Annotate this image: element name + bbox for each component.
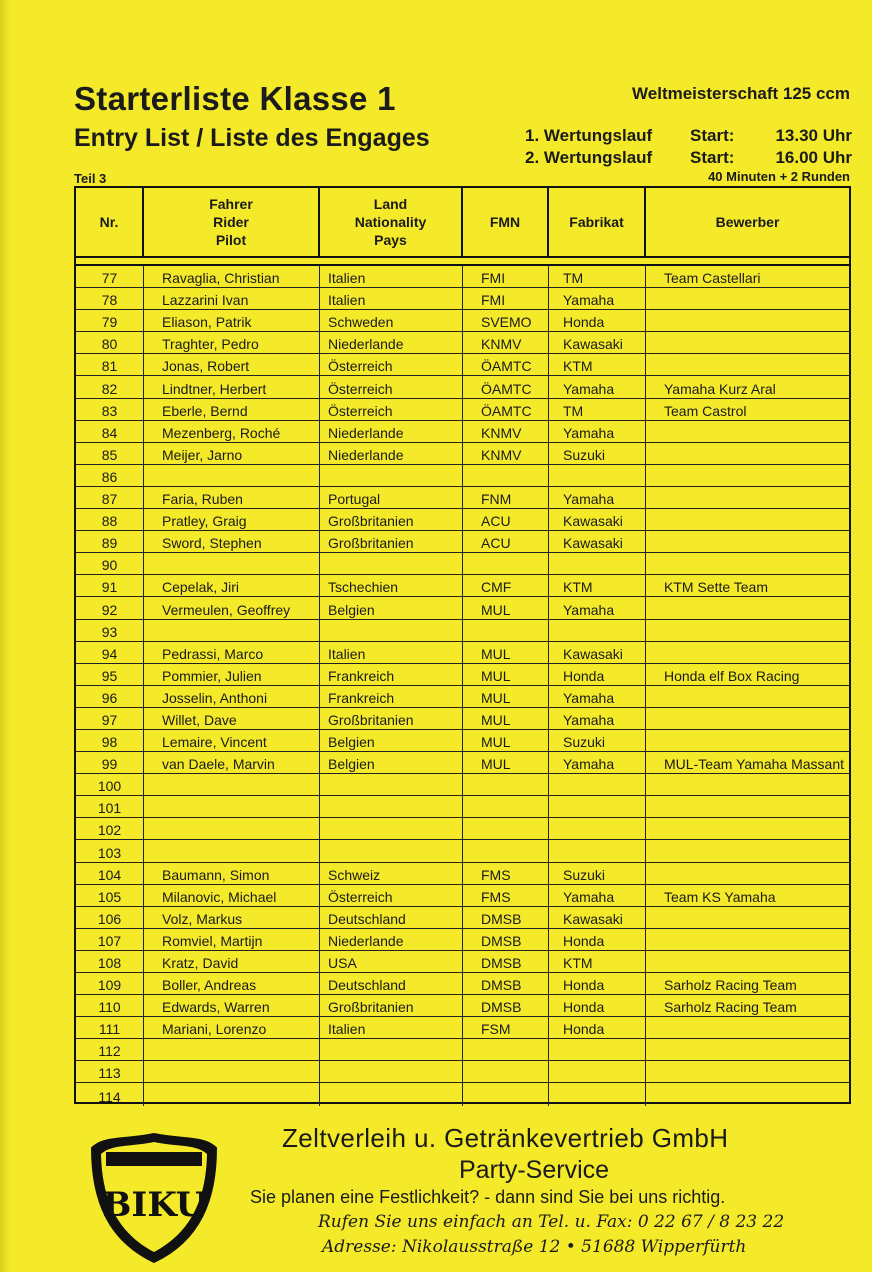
row-number-cell: 111 [76,1017,144,1038]
rider-cell: Kratz, David [144,951,320,972]
entrant-cell [646,1061,849,1082]
entrant-cell: Yamaha Kurz Aral [664,380,776,397]
make-cell [549,796,646,817]
rider-cell: Edwards, Warren [144,995,320,1016]
table-row [76,288,849,310]
nationality-cell: Frankreich [320,664,463,685]
row-number-cell: 100 [76,774,144,795]
fmn-cell: KNMV [463,443,549,464]
nationality-cell: Großbritanien [320,531,463,552]
make-cell: Kawasaki [549,642,646,663]
header-fmn: FMN [463,188,549,256]
rider-cell [144,1061,320,1082]
make-cell: Suzuki [549,863,646,884]
ad-phone: Rufen Sie uns einfach an Tel. u. Fax: 0 22 67 / 8 23 22 [318,1212,785,1232]
rider-cell: Pommier, Julien [144,664,320,685]
make-cell: Yamaha [549,597,646,618]
make-cell: Suzuki [549,730,646,751]
row-number-cell: 108 [76,951,144,972]
nationality-cell: Großbritanien [320,995,463,1016]
nationality-cell: Deutschland [320,973,463,994]
rider-cell: Meijer, Jarno [144,443,320,464]
header-nr: Nr. [76,188,144,256]
nationality-cell: Niederlande [320,929,463,950]
nationality-cell [320,620,463,641]
nationality-cell: Portugal [320,487,463,508]
rider-cell: Pedrassi, Marco [144,642,320,663]
nationality-cell: Österreich [320,376,463,397]
fmn-cell: FSM [463,1017,549,1038]
table-row [76,465,849,487]
nationality-cell: Belgien [320,730,463,751]
row-number-cell: 91 [76,575,144,596]
nationality-cell: USA [320,951,463,972]
make-cell: Honda [549,664,646,685]
row-number-cell: 99 [76,752,144,773]
rider-cell: Faria, Ruben [144,487,320,508]
row-number-cell: 85 [76,443,144,464]
table-row [76,907,849,929]
fmn-cell: ACU [463,509,549,530]
fmn-cell [463,553,549,574]
row-number-cell: 87 [76,487,144,508]
fmn-cell: DMSB [463,907,549,928]
row-number-cell: 79 [76,310,144,331]
table-row [76,885,849,907]
entrant-cell [646,863,849,884]
nationality-cell [320,1083,463,1105]
nationality-cell [320,1061,463,1082]
table-row [76,818,849,840]
row-number-cell: 86 [76,465,144,486]
ad-company: Zeltverleih u. Getränkevertrieb GmbH [282,1123,729,1153]
rider-cell: Cepelak, Jiri [144,575,320,596]
table-row [76,1017,849,1039]
run-row-1 [525,125,852,147]
nationality-cell: Deutschland [320,907,463,928]
make-cell: KTM [549,575,646,596]
header-nationality: Land Nationality Pays [320,188,463,256]
fmn-cell [463,818,549,839]
fmn-cell: MUL [463,708,549,729]
make-cell: Yamaha [549,288,646,309]
ad-tagline: Sie planen eine Festlichkeit? - dann sind Sie bei uns richtig. [250,1187,726,1207]
biku-logo [86,1130,222,1266]
table-row [76,509,849,531]
logo-text: BIKU [102,1185,206,1225]
part-label: Teil 3 [74,171,107,186]
entrant-cell [646,332,849,353]
rider-cell [144,818,320,839]
fmn-cell [463,465,549,486]
row-number-cell: 109 [76,973,144,994]
nationality-cell: Italien [320,642,463,663]
entrant-cell [646,310,849,331]
table-row [76,332,849,354]
row-number-cell: 105 [76,885,144,906]
nationality-cell: Belgien [320,752,463,773]
rider-cell: Eliason, Patrik [144,310,320,331]
entrant-cell: Sarholz Racing Team [664,977,797,994]
nationality-cell [320,553,463,574]
rider-cell: Willet, Dave [144,708,320,729]
table-row [76,951,849,973]
entrant-cell [646,840,849,861]
table-row [76,774,849,796]
table-row [76,840,849,862]
race-duration: 40 Minuten + 2 Runden [708,169,850,184]
entrant-cell [646,796,849,817]
rider-cell: Volz, Markus [144,907,320,928]
make-cell: Yamaha [549,487,646,508]
entrant-cell [646,421,849,442]
make-cell: Honda [549,1017,646,1038]
row-number-cell: 88 [76,509,144,530]
entrant-cell [646,465,849,486]
rider-cell: Josselin, Anthoni [144,686,320,707]
make-cell: Honda [549,929,646,950]
nationality-cell: Italien [320,288,463,309]
make-cell: Kawasaki [549,907,646,928]
rider-cell [144,620,320,641]
rider-cell [144,1039,320,1060]
entrant-cell: Honda elf Box Racing [664,667,800,684]
ad-address: Adresse: Nikolausstraße 12 • 51688 Wipperfürth [322,1237,747,1257]
fmn-cell: ACU [463,531,549,552]
row-number-cell: 82 [76,376,144,397]
entrant-cell [646,1083,849,1105]
run-start-label: Start: [690,126,735,145]
fmn-cell: MUL [463,597,549,618]
table-row [76,443,849,465]
row-number-cell: 95 [76,664,144,685]
table-row [76,929,849,951]
make-cell: KTM [549,951,646,972]
nationality-cell: Schweiz [320,863,463,884]
fmn-cell [463,1083,549,1105]
rider-cell: Pratley, Graig [144,509,320,530]
run-label: 2. Wertungslauf [525,148,653,167]
table-row [76,730,849,752]
rider-cell [144,465,320,486]
entrant-cell [646,509,849,530]
fmn-cell: MUL [463,686,549,707]
nationality-cell: Italien [320,266,463,287]
fmn-cell: DMSB [463,951,549,972]
entrant-cell [646,951,849,972]
fmn-cell: KNMV [463,332,549,353]
nationality-cell [320,774,463,795]
row-number-cell: 97 [76,708,144,729]
table-row [76,376,849,398]
rider-cell: Milanovic, Michael [144,885,320,906]
entrant-cell [646,487,849,508]
row-number-cell: 101 [76,796,144,817]
page-subtitle: Entry List / Liste des Engages [74,124,430,152]
make-cell: Yamaha [549,885,646,906]
row-number-cell: 96 [76,686,144,707]
table-row [76,995,849,1017]
entrant-cell [646,774,849,795]
make-cell: Honda [549,973,646,994]
row-number-cell: 106 [76,907,144,928]
fmn-cell: DMSB [463,929,549,950]
row-number-cell: 113 [76,1061,144,1082]
make-cell: Kawasaki [549,509,646,530]
make-cell [549,465,646,486]
rider-cell: Boller, Andreas [144,973,320,994]
row-number-cell: 110 [76,995,144,1016]
fmn-cell: FNM [463,487,549,508]
rider-cell [144,774,320,795]
nationality-cell [320,796,463,817]
table-row [76,620,849,642]
nationality-cell: Österreich [320,399,463,420]
rider-cell: Lazzarini Ivan [144,288,320,309]
rider-cell: Baumann, Simon [144,863,320,884]
fmn-cell: FMI [463,266,549,287]
nationality-cell: Belgien [320,597,463,618]
row-number-cell: 81 [76,354,144,375]
table-row [76,642,849,664]
table-row [76,399,849,421]
table-row [76,664,849,686]
entrant-cell [646,1039,849,1060]
ad-service: Party-Service [459,1156,610,1184]
make-cell: Yamaha [549,708,646,729]
nationality-cell: Italien [320,1017,463,1038]
make-cell: Yamaha [549,752,646,773]
rider-cell [144,553,320,574]
entrant-cell: Team Castellari [664,270,761,287]
entrant-cell [646,620,849,641]
table-body [76,264,849,1106]
row-number-cell: 83 [76,399,144,420]
fmn-cell: DMSB [463,995,549,1016]
fmn-cell: FMS [463,885,549,906]
entrant-cell: KTM Sette Team [664,579,769,596]
rider-cell: Mariani, Lorenzo [144,1017,320,1038]
header-make: Fabrikat [549,188,646,256]
make-cell: Suzuki [549,443,646,464]
nationality-cell [320,465,463,486]
table-row [76,553,849,575]
make-cell [549,1083,646,1105]
make-cell: Honda [549,310,646,331]
row-number-cell: 93 [76,620,144,641]
table-row [76,310,849,332]
nationality-cell: Niederlande [320,443,463,464]
table-row [76,752,849,774]
fmn-cell [463,796,549,817]
row-number-cell: 92 [76,597,144,618]
entrant-cell [646,553,849,574]
rider-cell [144,1083,320,1105]
fmn-cell: MUL [463,642,549,663]
table-row [76,266,849,288]
entrant-cell [646,730,849,751]
row-number-cell: 89 [76,531,144,552]
entrant-cell: Team Castrol [664,402,747,419]
page-edge [0,0,10,1272]
entrant-cell [646,597,849,618]
entrant-cell [646,354,849,375]
nationality-cell: Tschechien [320,575,463,596]
fmn-cell: FMS [463,863,549,884]
entrant-cell [646,642,849,663]
make-cell [549,774,646,795]
entrant-cell [646,288,849,309]
table-row [76,487,849,509]
nationality-cell: Niederlande [320,421,463,442]
fmn-cell [463,620,549,641]
table-row [76,686,849,708]
fmn-cell: MUL [463,730,549,751]
nationality-cell: Niederlande [320,332,463,353]
table-row [76,421,849,443]
entrant-cell [646,686,849,707]
make-cell [549,818,646,839]
make-cell: Kawasaki [549,332,646,353]
make-cell: Yamaha [549,686,646,707]
make-cell [549,840,646,861]
make-cell: Honda [549,995,646,1016]
run-label: 1. Wertungslauf [525,126,653,145]
table-row [76,1061,849,1083]
entrant-cell [646,1017,849,1038]
row-number-cell: 104 [76,863,144,884]
rider-cell: Sword, Stephen [144,531,320,552]
rider-cell: Romviel, Martijn [144,929,320,950]
rider-cell [144,796,320,817]
rider-cell: Jonas, Robert [144,354,320,375]
table-row [76,531,849,553]
rider-cell: van Daele, Marvin [144,752,320,773]
make-cell [549,620,646,641]
entrant-cell [646,531,849,552]
table-row [76,863,849,885]
page-title: Starterliste Klasse 1 [74,80,396,117]
header-rider: Fahrer Rider Pilot [144,188,320,256]
make-cell: Yamaha [549,376,646,397]
make-cell [549,553,646,574]
fmn-cell [463,840,549,861]
row-number-cell: 107 [76,929,144,950]
header-entrant: Bewerber [715,214,780,230]
nationality-cell: Österreich [320,885,463,906]
entrant-cell [646,818,849,839]
fmn-cell: DMSB [463,973,549,994]
row-number-cell: 114 [76,1083,144,1105]
run-time: 16.00 Uhr [775,148,852,167]
entrant-cell: MUL-Team Yamaha Massant [664,756,844,773]
make-cell: Kawasaki [549,531,646,552]
row-number-cell: 98 [76,730,144,751]
row-number-cell: 78 [76,288,144,309]
rider-cell: Mezenberg, Roché [144,421,320,442]
run-schedule [525,125,852,169]
fmn-cell: KNMV [463,421,549,442]
rider-cell: Traghter, Pedro [144,332,320,353]
run-start-label: Start: [690,148,735,167]
nationality-cell: Schweden [320,310,463,331]
row-number-cell: 80 [76,332,144,353]
nationality-cell [320,1039,463,1060]
fmn-cell: MUL [463,664,549,685]
make-cell: TM [549,266,646,287]
nationality-cell [320,818,463,839]
table-row [76,1083,849,1105]
entrant-cell [646,708,849,729]
table-row [76,796,849,818]
make-cell: Yamaha [549,421,646,442]
championship-label: Weltmeisterschaft 125 ccm [632,84,850,103]
fmn-cell: ÖAMTC [463,376,549,397]
fmn-cell: SVEMO [463,310,549,331]
entrant-cell: Sarholz Racing Team [664,999,797,1016]
table-row [76,1039,849,1061]
nationality-cell [320,840,463,861]
rider-cell: Lindtner, Herbert [144,376,320,397]
fmn-cell [463,1061,549,1082]
run-time: 13.30 Uhr [775,126,852,145]
rider-cell: Vermeulen, Geoffrey [144,597,320,618]
fmn-cell [463,1039,549,1060]
entrant-cell: Team KS Yamaha [664,888,776,905]
fmn-cell [463,774,549,795]
nationality-cell: Frankreich [320,686,463,707]
run-row-2 [525,147,852,169]
fmn-cell: MUL [463,752,549,773]
row-number-cell: 84 [76,421,144,442]
table-row [76,354,849,376]
fmn-cell: ÖAMTC [463,399,549,420]
nationality-cell: Großbritanien [320,509,463,530]
rider-cell: Eberle, Bernd [144,399,320,420]
table-row [76,575,849,597]
table-row [76,708,849,730]
table-header [76,188,849,258]
row-number-cell: 94 [76,642,144,663]
table-row [76,973,849,995]
row-number-cell: 77 [76,266,144,287]
entrant-cell [646,929,849,950]
nationality-cell: Großbritanien [320,708,463,729]
row-number-cell: 112 [76,1039,144,1060]
fmn-cell: CMF [463,575,549,596]
make-cell: TM [549,399,646,420]
fmn-cell: ÖAMTC [463,354,549,375]
table-row [76,597,849,619]
entrant-cell [646,443,849,464]
fmn-cell: FMI [463,288,549,309]
make-cell [549,1061,646,1082]
nationality-cell: Österreich [320,354,463,375]
row-number-cell: 103 [76,840,144,861]
row-number-cell: 102 [76,818,144,839]
rider-cell [144,840,320,861]
make-cell: KTM [549,354,646,375]
rider-cell: Lemaire, Vincent [144,730,320,751]
row-number-cell: 90 [76,553,144,574]
make-cell [549,1039,646,1060]
entrant-cell [646,907,849,928]
entry-table [74,186,851,1104]
rider-cell: Ravaglia, Christian [144,266,320,287]
